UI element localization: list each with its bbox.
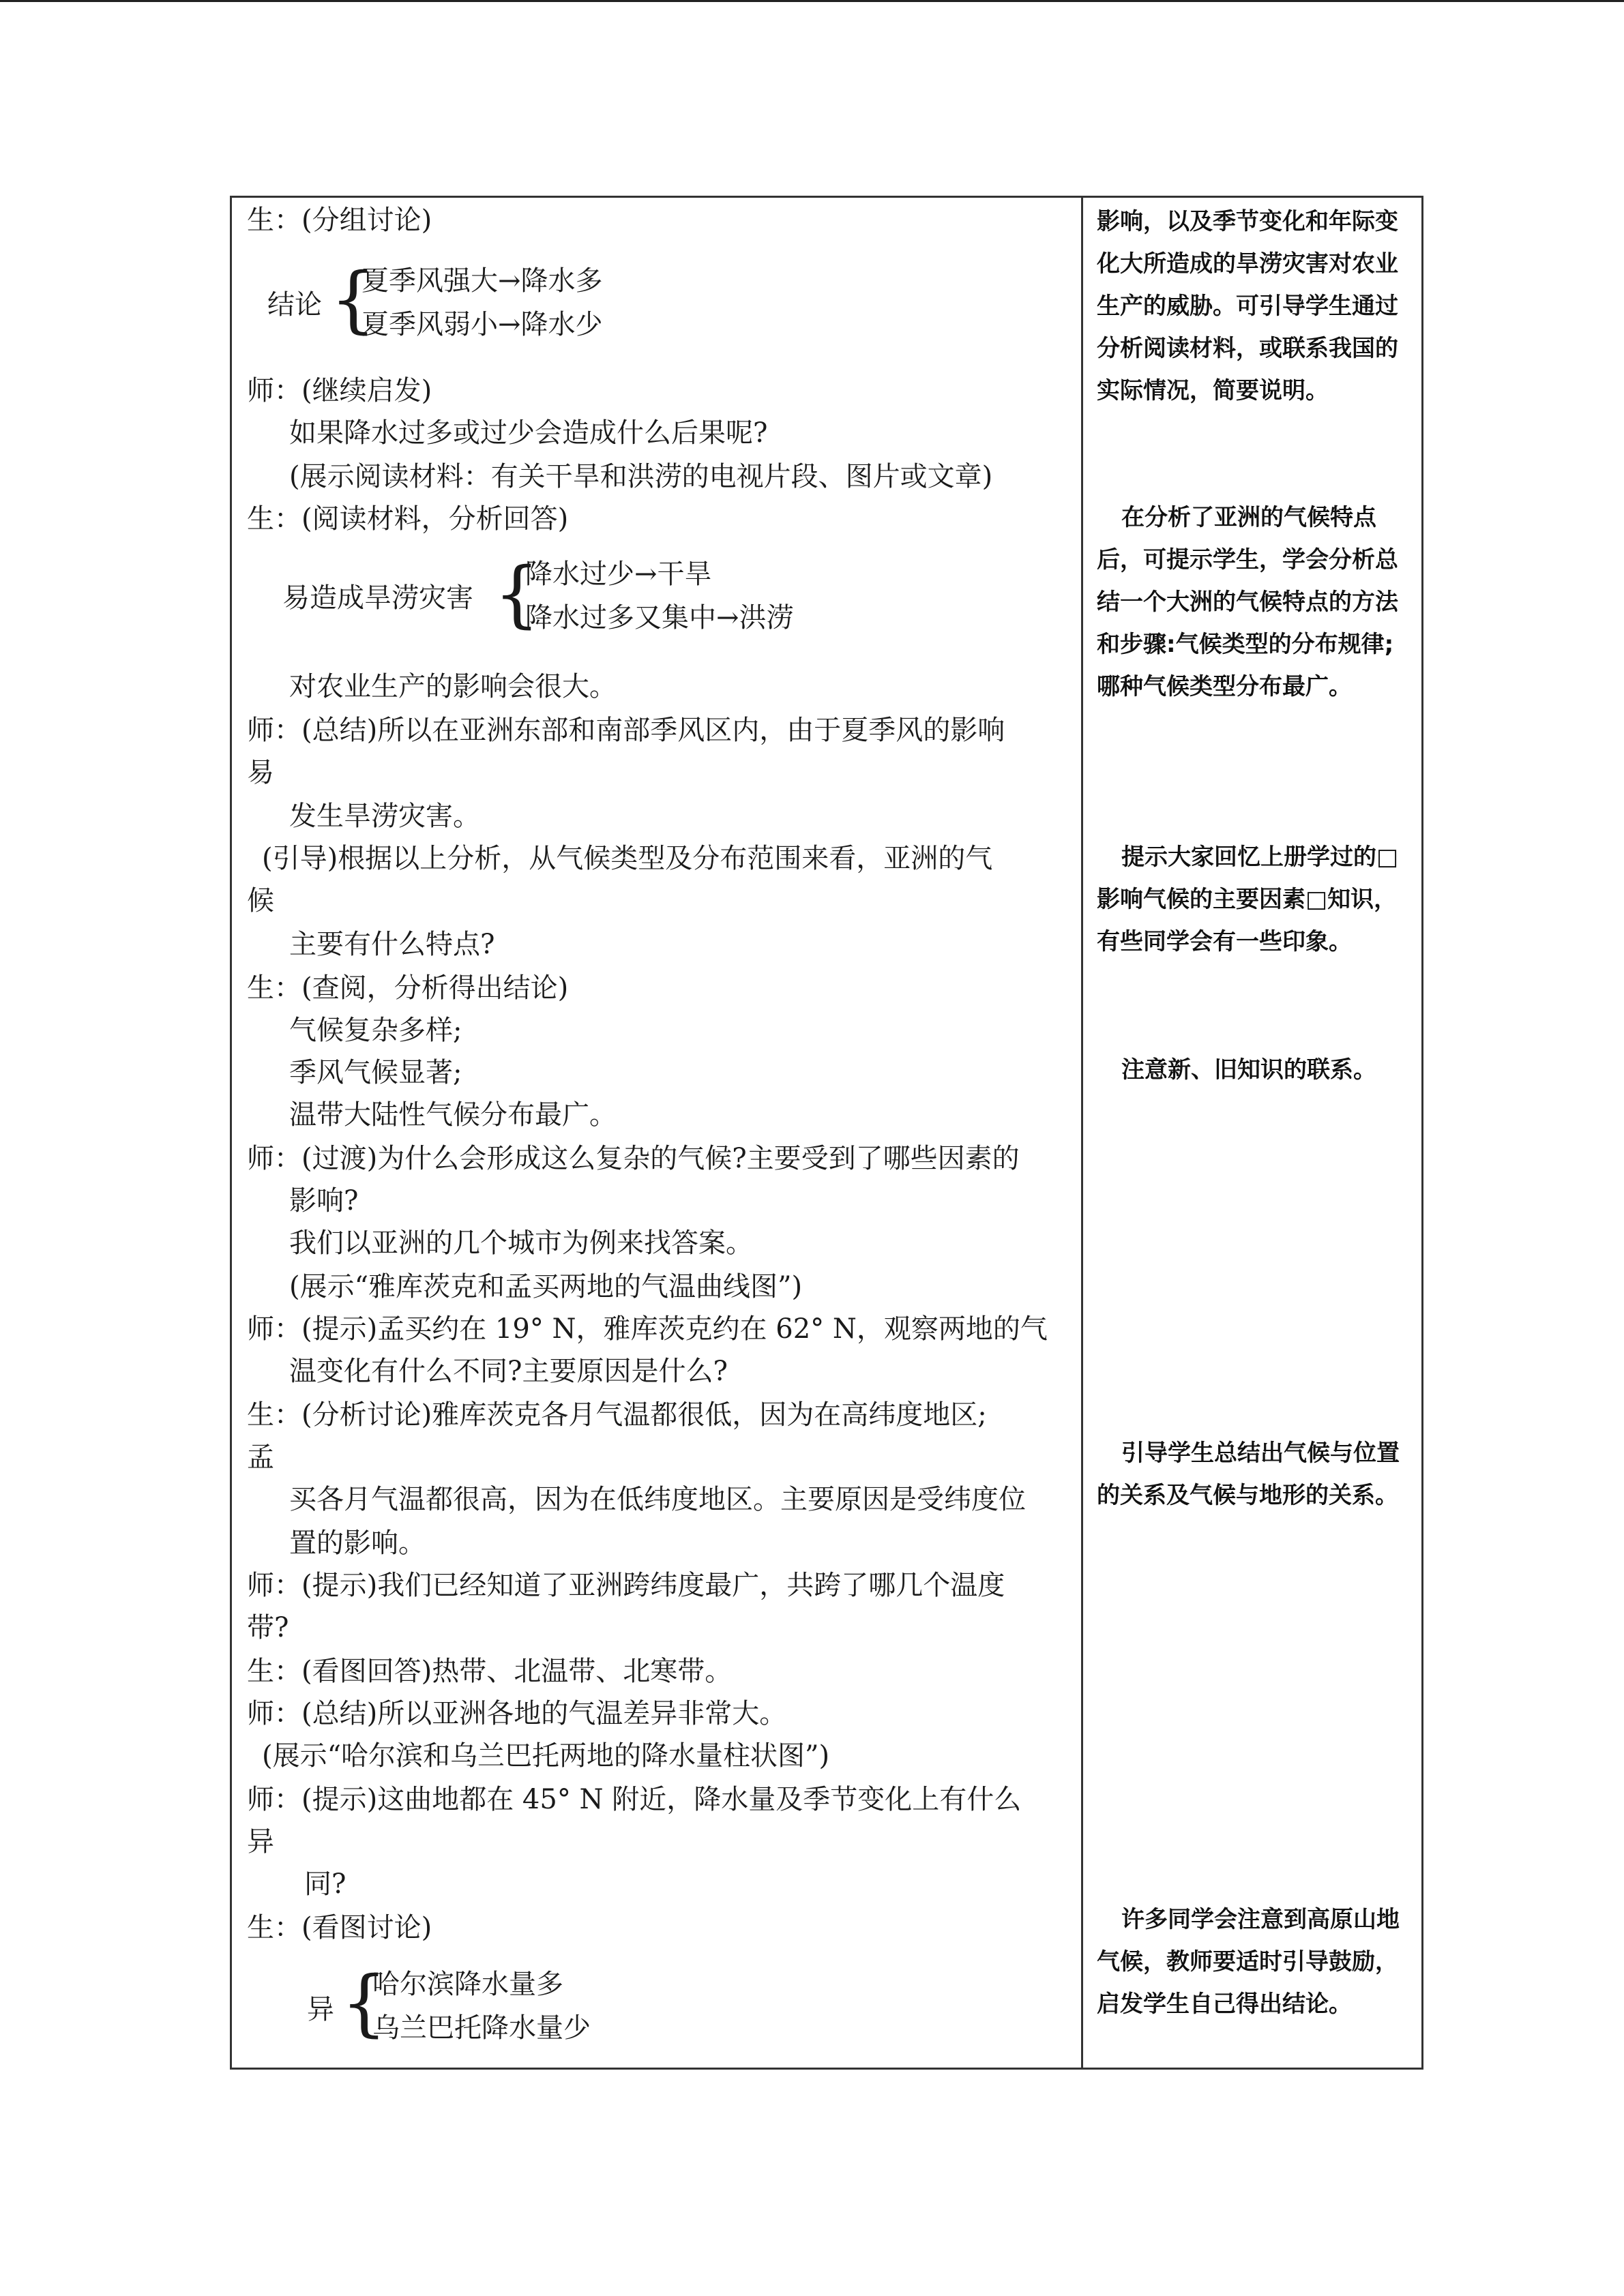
brace-item: 乌兰巴托降水量少 [372, 2012, 591, 2044]
text-line: 师：(提示)这曲地都在 45° N 附近，降水量及季节变化上有什么 [247, 1784, 1022, 1815]
text-line: 候 [247, 885, 274, 916]
note-paragraph: 许多同学会注意到高原山地气候，教师要适时引导鼓励，启发学生自己得出结论。 [1097, 1906, 1400, 2018]
column-divider [1081, 198, 1083, 2068]
text-line: 买各月气温都很高，因为在低纬度地区。主要原因是受纬度位 [289, 1484, 1026, 1515]
text-line: (展示阅读材料：有关干旱和洪涝的电视片段、图片或文章) [289, 461, 993, 492]
note-paragraph: 引导学生总结出气候与位置的关系及气候与地形的关系。 [1097, 1440, 1400, 1509]
brace-item: 夏季风强大→降水多 [361, 265, 603, 297]
brace-item: 夏季风弱小→降水少 [361, 309, 603, 340]
brace-label: 易造成旱涝灾害 [282, 582, 473, 614]
text-line: (展示“雅库茨克和孟买两地的气温曲线图”) [289, 1271, 803, 1302]
text-line: 主要有什么特点? [289, 929, 495, 960]
page-top-border [0, 0, 1624, 2]
left-brace-icon: { [330, 257, 377, 341]
text-line: (引导)根据以上分析，从气候类型及分布范围来看，亚洲的气 [262, 843, 993, 874]
text-line: 发生旱涝灾害。 [289, 801, 480, 832]
text-line: 同? [304, 1868, 346, 1900]
text-line: 温变化有什么不同?主要原因是什么? [289, 1356, 728, 1387]
lesson-plan-table [230, 196, 1423, 2070]
text-line: 带? [247, 1612, 289, 1643]
left-brace-icon: { [494, 552, 540, 636]
text-line: 生：(分组讨论) [247, 205, 432, 236]
text-line: 季风气候显著; [289, 1057, 462, 1088]
text-line: 置的影响。 [289, 1527, 426, 1559]
text-line: 如果降水过多或过少会造成什么后果呢? [289, 417, 768, 449]
text-line: 孟 [247, 1442, 274, 1473]
note-paragraph: 提示大家回忆上册学过的□影响气候的主要因素□知识，有些同学会有一些印象。 [1097, 844, 1399, 955]
note-paragraph: 在分析了亚洲的气候特点后，可提示学生，学会分析总结一个大洲的气候特点的方法和步骤:气候类型的分布规律;哪种气候类型分布最广。 [1097, 504, 1398, 700]
note-paragraph: 影响，以及季节变化和年际变化大所造成的旱涝灾害对农业生产的威胁。可引导学生通过分析阅读材料，或联系我国的实际情况，简要说明。 [1097, 208, 1398, 404]
text-line: 师：(提示)孟买约在 19° N，雅库茨克约在 62° N，观察两地的气 [247, 1313, 1048, 1345]
note-paragraph: 注意新、旧知识的联系。 [1121, 1056, 1376, 1084]
text-line: 生：(查阅，分析得出结论) [247, 972, 569, 1004]
brace-label: 异 [307, 1994, 334, 2025]
text-line: 生：(看图讨论) [247, 1912, 432, 1943]
text-line: 师：(总结)所以在亚洲东部和南部季风区内，由于夏季风的影响 [247, 715, 1005, 746]
text-line: 师：(过渡)为什么会形成这么复杂的气候?主要受到了哪些因素的 [247, 1143, 1020, 1174]
left-brace-icon: { [341, 1960, 387, 2044]
text-line: 生：(分析讨论)雅库茨克各月气温都很低，因为在高纬度地区; [247, 1399, 987, 1431]
brace-item: 降水过少→干旱 [525, 558, 712, 590]
text-line: 生：(阅读材料，分析回答) [247, 503, 569, 535]
brace-item: 哈尔滨降水量多 [372, 1969, 563, 2000]
text-line: (展示“哈尔滨和乌兰巴托两地的降水量柱状图”) [262, 1740, 830, 1772]
text-line: 气候复杂多样; [289, 1015, 462, 1046]
text-line: 师：(提示)我们已经知道了亚洲跨纬度最广，共跨了哪几个温度 [247, 1570, 1005, 1601]
brace-item: 降水过多又集中→洪涝 [525, 602, 794, 633]
brace-label: 结论 [267, 289, 322, 320]
text-line: 师：(总结)所以亚洲各地的气温差异非常大。 [247, 1698, 787, 1729]
text-line: 易 [247, 757, 274, 788]
text-line: 师：(继续启发) [247, 375, 432, 406]
text-line: 异 [247, 1826, 274, 1858]
text-line: 影响? [289, 1185, 359, 1217]
text-line: 对农业生产的影响会很大。 [289, 671, 617, 702]
text-line: 生：(看图回答)热带、北温带、北寒带。 [247, 1656, 733, 1687]
text-line: 温带大陆性气候分布最广。 [289, 1099, 617, 1131]
text-line: 我们以亚洲的几个城市为例来找答案。 [289, 1227, 753, 1259]
